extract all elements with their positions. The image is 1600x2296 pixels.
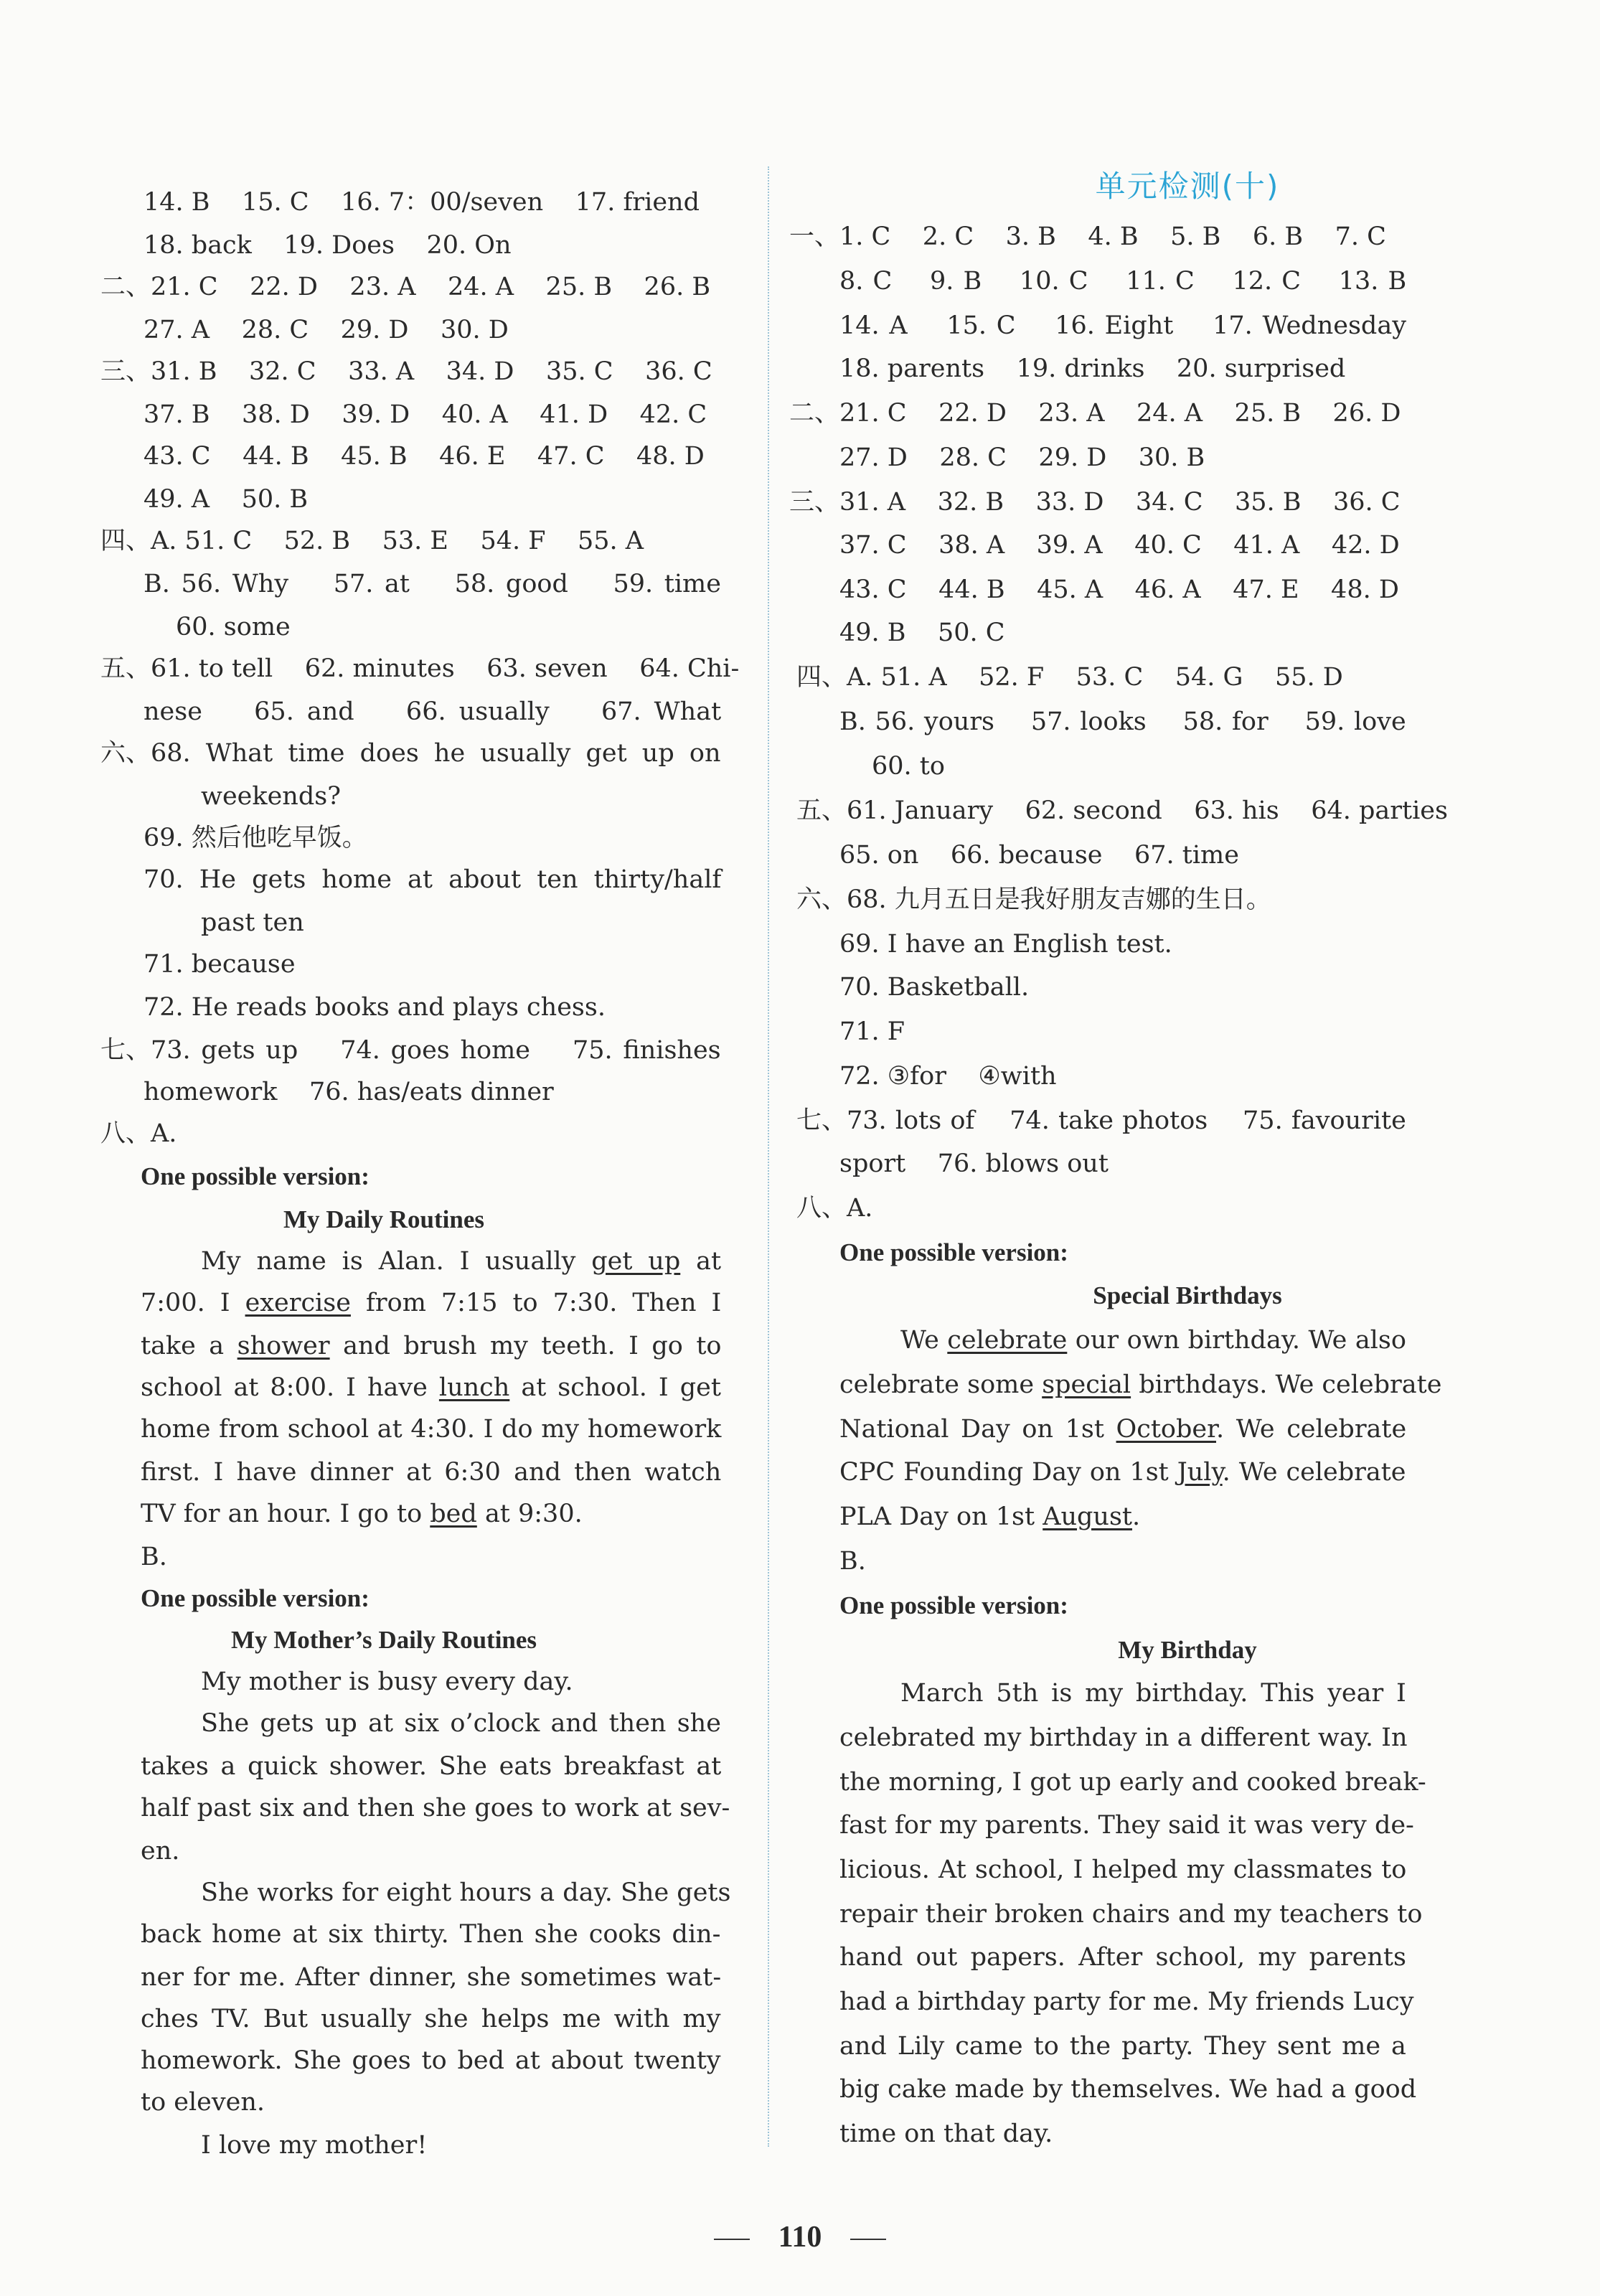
right-line: 七、73. lots of 74. take photos 75. favourite [796,1106,1406,1135]
right-line: the morning, I got up early and cooked break- [839,1768,1426,1797]
left-line: She gets up at six o’clock and then she [201,1709,721,1738]
right-line: 43. C 44. B 45. A 46. A 47. E 48. D [839,575,1399,604]
right-line: fast for my parents. They said it was very de- [839,1811,1414,1840]
left-line: One possible version: [141,1162,370,1190]
left-line: to eleven. [141,2088,265,2117]
left-line: first. I have dinner at 6:30 and then watch [141,1458,722,1487]
right-line: Special Birthdays [1093,1281,1282,1309]
left-line: My name is Alan. I usually get up at [201,1247,722,1276]
page-number-text: 110 [778,2221,822,2254]
left-line: 18. back 19. Does 20. On [143,231,512,260]
right-line: B. [839,1547,866,1576]
right-line: 37. C 38. A 39. A 40. C 41. A 42. D [839,531,1400,560]
right-line: 72. ③for ④with [839,1062,1057,1091]
right-line: We celebrate our own birthday. We also [900,1326,1406,1355]
right-line: sport 76. blows out [839,1149,1109,1178]
left-line: 71. because [143,950,296,979]
right-line: time on that day. [839,2119,1053,2148]
left-line: en. [141,1837,180,1866]
left-line: back home at six thirty. Then she cooks din- [141,1920,721,1949]
right-line: One possible version: [839,1591,1068,1619]
left-line: 六、68. What time does he usually get up on [100,739,721,768]
right-line: CPC Founding Day on 1st July. We celebrate [839,1458,1406,1487]
left-line: 49. A 50. B [143,485,309,514]
left-line: 二、21. C 22. D 23. A 24. A 25. B 26. B [100,273,711,301]
dash-left [714,2239,750,2240]
left-line: homework. She goes to bed at about twenty [141,2046,721,2075]
left-line: 八、A. [100,1119,177,1148]
left-line: 27. A 28. C 29. D 30. D [143,316,509,344]
left-line: 七、73. gets up 74. goes home 75. finishes [100,1036,721,1065]
right-line: PLA Day on 1st August. [839,1502,1141,1531]
right-line: hand out papers. After school, my parents [839,1943,1406,1972]
right-line: 三、31. A 32. B 33. D 34. C 35. B 36. C [789,488,1401,517]
left-line: 60. some [176,613,291,641]
right-line: 一、1. C 2. C 3. B 4. B 5. B 6. B 7. C [789,222,1386,251]
left-line: B. [141,1543,167,1571]
left-line: takes a quick shower. She eats breakfast at [141,1752,722,1781]
right-line: 70. Basketball. [839,973,1030,1002]
right-line: and Lily came to the party. They sent me a [839,2032,1406,2061]
left-line: home from school at 4:30. I do my homework [141,1415,722,1444]
right-line: celebrated my birthday in a different way. In [839,1723,1408,1752]
right-line: 14. A 15. C 16. Eight 17. Wednesday [839,311,1406,340]
right-line: 五、61. January 62. second 63. his 64. parties [796,796,1448,825]
right-line: 71. F [839,1017,905,1046]
page-number [0,2216,1600,2259]
left-line: weekends? [201,782,341,811]
left-line: 72. He reads books and plays chess. [143,993,606,1022]
right-line: 六、68. 九月五日是我好朋友吉娜的生日。 [796,885,1271,914]
right-line: 8. C 9. B 10. C 11. C 12. C 13. B [839,267,1407,296]
right-line: 八、A. [796,1194,873,1223]
left-line: One possible version: [141,1584,370,1612]
left-line: 四、A. 51. C 52. B 53. E 54. F 55. A [100,527,644,555]
left-line: past ten [201,908,304,937]
right-line: 27. D 28. C 29. D 30. B [839,443,1205,472]
right-line: big cake made by themselves. We had a good [839,2075,1417,2104]
left-line: 14. B 15. C 16. 7：00/seven 17. friend [143,188,700,217]
left-line: nese 65. and 66. usually 67. What [143,697,722,726]
left-line: I love my mother! [201,2131,428,2160]
left-line: 三、31. B 32. C 33. A 34. D 35. C 36. C [100,357,712,386]
section-title: 单元检测(十) [1095,169,1280,204]
left-line: 70. He gets home at about ten thirty/half [143,865,722,894]
left-line: ner for me. After dinner, she sometimes wat- [141,1963,722,1992]
left-line: B. 56. Why 57. at 58. good 59. time [143,570,721,598]
left-line: take a shower and brush my teeth. I go to [141,1332,722,1360]
right-line: One possible version: [839,1238,1068,1266]
column-divider [768,166,769,2147]
left-line: TV for an hour. I go to bed at 9:30. [141,1500,583,1528]
right-line: March 5th is my birthday. This year I [900,1679,1406,1708]
left-line: school at 8:00. I have lunch at school. I get [141,1373,721,1402]
left-line: 37. B 38. D 39. D 40. A 41. D 42. C [143,400,707,429]
left-line: 69. 然后他吃早饭。 [143,824,367,852]
right-line: had a birthday party for me. My friends Lucy [839,1987,1414,2016]
right-line: licious. At school, I helped my classmates to [839,1855,1407,1884]
left-line: half past six and then she goes to work at sev- [141,1794,730,1822]
right-line: 四、A. 51. A 52. F 53. C 54. G 55. D [796,663,1343,692]
right-line: 18. parents 19. drinks 20. surprised [839,354,1346,383]
left-line: 43. C 44. B 45. B 46. E 47. C 48. D [143,442,705,471]
left-line: 7:00. I exercise from 7:15 to 7:30. Then I [141,1289,722,1317]
right-line: B. 56. yours 57. looks 58. for 59. love [839,707,1406,736]
right-line: repair their broken chairs and my teachers to [839,1900,1423,1929]
right-line: 60. to [872,752,945,781]
right-line: 49. B 50. C [839,618,1005,647]
left-line: homework 76. has/eats dinner [143,1078,554,1106]
right-line: My Birthday [1118,1636,1257,1664]
left-line: My Mother’s Daily Routines [230,1626,537,1654]
left-line: My Daily Routines [283,1205,484,1233]
dash-right [850,2239,886,2240]
right-line: 65. on 66. because 67. time [839,841,1239,870]
left-line: My mother is busy every day. [201,1667,573,1696]
right-line: 二、21. C 22. D 23. A 24. A 25. B 26. D [789,399,1401,428]
right-line: National Day on 1st October. We celebrate [839,1415,1407,1444]
left-line: She works for eight hours a day. She gets [201,1878,731,1907]
left-line: ches TV. But usually she helps me with my [141,2005,721,2033]
left-line: 五、61. to tell 62. minutes 63. seven 64. Chi- [100,654,740,683]
right-line: celebrate some special birthdays. We celebrate [839,1370,1442,1399]
right-line: 69. I have an English test. [839,930,1172,959]
